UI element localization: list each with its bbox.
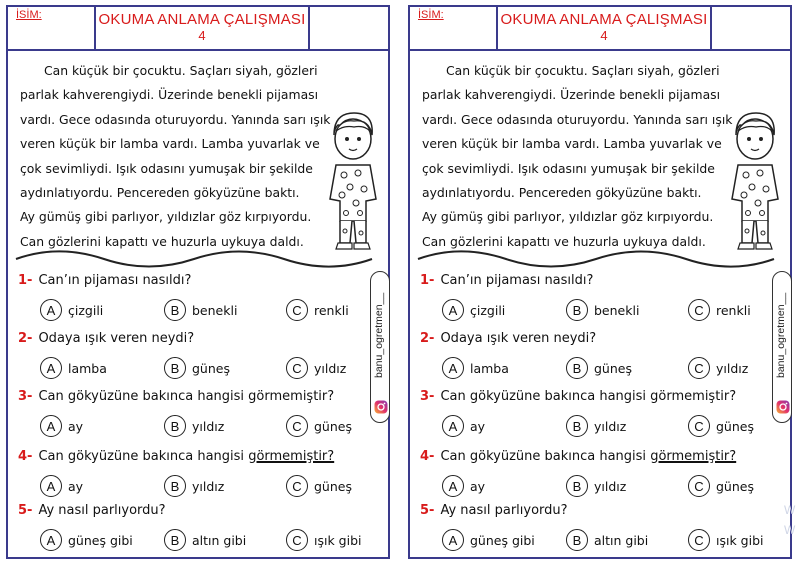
- question-1-options: [30, 299, 370, 323]
- option-c[interactable]: C güneş: [688, 415, 754, 437]
- option-c[interactable]: C güneş: [286, 475, 352, 497]
- instagram-icon: [776, 400, 790, 414]
- question-2: 2- Odaya ışık veren neydi?: [18, 331, 195, 346]
- option-b[interactable]: B yıldız: [164, 415, 224, 437]
- question-3-options: [432, 415, 772, 439]
- worksheet-right: [408, 5, 792, 559]
- question-2-options: [432, 357, 772, 381]
- option-c[interactable]: C renkli: [688, 299, 751, 321]
- passage-line: çok sevimliydi. Işık odasını yumuşak bir şekilde: [422, 160, 715, 176]
- option-b[interactable]: B yıldız: [566, 415, 626, 437]
- instagram-icon: [374, 400, 388, 414]
- instagram-handle: banu_ogretmen__: [373, 292, 385, 378]
- question-1: 1- Can’ın pijaması nasıldı?: [420, 273, 594, 288]
- question-3: 3- Can gökyüzüne bakınca hangisi görmemiştir?: [18, 389, 335, 404]
- option-b[interactable]: B yıldız: [566, 475, 626, 497]
- passage-line: vardı. Gece odasında oturuyordu. Yanında sarı ışık: [422, 111, 733, 127]
- option-a[interactable]: A güneş gibi: [442, 529, 535, 551]
- option-b[interactable]: B altın gibi: [566, 529, 648, 551]
- passage-line: vardı. Gece odasında oturuyordu. Yanında sarı ışık: [20, 111, 331, 127]
- boy-illustration: [320, 109, 384, 255]
- passage-line: veren küçük bir lamba vardı. Lamba yuvarlak ve: [422, 136, 722, 152]
- worksheet-header: [410, 7, 790, 51]
- option-b[interactable]: B benekli: [164, 299, 237, 321]
- option-b[interactable]: B güneş: [566, 357, 632, 379]
- passage-line: parlak kahverengiydi. Üzerinde benekli pijaması: [422, 87, 721, 103]
- question-4-options: [432, 475, 772, 499]
- question-5: 5- Ay nasıl parlıyordu?: [420, 503, 568, 518]
- option-c[interactable]: C ışık gibi: [286, 529, 362, 551]
- instagram-tag: [370, 271, 390, 423]
- title-box: [496, 5, 712, 49]
- question-5-options: [30, 529, 370, 553]
- worksheet-number: 4: [198, 28, 206, 43]
- worksheet-title: OKUMA ANLAMA ÇALIŞMASI: [500, 11, 708, 28]
- instagram-handle: banu_ogretmen__: [775, 292, 787, 378]
- question-3-options: [30, 415, 370, 439]
- question-2-options: [30, 357, 370, 381]
- passage-line: Can gözlerini kapattı ve huzurla uykuya daldı.: [422, 233, 706, 249]
- passage-line: Can gözlerini kapattı ve huzurla uykuya daldı.: [20, 233, 304, 249]
- option-c[interactable]: C güneş: [286, 415, 352, 437]
- passage-line: aydınlatıyordu. Pencereden gökyüzüne baktı.: [20, 185, 300, 201]
- passage-line: Ay gümüş gibi parlıyor, yıldızlar göz kırpıyordu.: [20, 209, 312, 225]
- option-a[interactable]: A güneş gibi: [40, 529, 133, 551]
- option-a[interactable]: A ay: [442, 415, 485, 437]
- option-b[interactable]: B güneş: [164, 357, 230, 379]
- name-label: İSİM:: [418, 9, 444, 21]
- reading-passage: [20, 59, 330, 254]
- question-3: 3- Can gökyüzüne bakınca hangisi görmemiştir?: [420, 389, 737, 404]
- option-a[interactable]: A ay: [442, 475, 485, 497]
- passage-line: Can küçük bir çocuktu. Saçları siyah, gözleri: [44, 63, 318, 78]
- passage-line: çok sevimliydi. Işık odasını yumuşak bir şekilde: [20, 160, 313, 176]
- boy-illustration: [722, 109, 786, 255]
- passage-line: aydınlatıyordu. Pencereden gökyüzüne baktı.: [422, 185, 702, 201]
- option-c[interactable]: C ışık gibi: [688, 529, 764, 551]
- question-4: 4- Can gökyüzüne bakınca hangisi görmemiştir?: [420, 449, 737, 464]
- worksheet-number: 4: [600, 28, 608, 43]
- passage-line: parlak kahverengiydi. Üzerinde benekli pijaması: [20, 87, 319, 103]
- faint-watermark: W W: [784, 503, 796, 537]
- question-1: 1- Can’ın pijaması nasıldı?: [18, 273, 192, 288]
- instagram-tag: [772, 271, 792, 423]
- worksheet-header: [8, 7, 388, 51]
- worksheet-title: OKUMA ANLAMA ÇALIŞMASI: [98, 11, 306, 28]
- question-4: 4- Can gökyüzüne bakınca hangisi görmemiştir?: [18, 449, 335, 464]
- question-4-options: [30, 475, 370, 499]
- option-a[interactable]: A ay: [40, 415, 83, 437]
- option-a[interactable]: A lamba: [40, 357, 107, 379]
- option-a[interactable]: A ay: [40, 475, 83, 497]
- option-c[interactable]: C yıldız: [286, 357, 346, 379]
- passage-line: veren küçük bir lamba vardı. Lamba yuvarlak ve: [20, 136, 320, 152]
- option-a[interactable]: A çizgili: [40, 299, 103, 321]
- divider-wave: [416, 245, 776, 269]
- question-1-options: [432, 299, 772, 323]
- passage-line: Can küçük bir çocuktu. Saçları siyah, gözleri: [446, 63, 720, 78]
- option-c[interactable]: C güneş: [688, 475, 754, 497]
- title-box: [94, 5, 310, 49]
- option-c[interactable]: C yıldız: [688, 357, 748, 379]
- option-b[interactable]: B benekli: [566, 299, 639, 321]
- option-b[interactable]: B altın gibi: [164, 529, 246, 551]
- name-label: İSİM:: [16, 9, 42, 21]
- passage-line: Ay gümüş gibi parlıyor, yıldızlar göz kırpıyordu.: [422, 209, 714, 225]
- option-b[interactable]: B yıldız: [164, 475, 224, 497]
- question-2: 2- Odaya ışık veren neydi?: [420, 331, 597, 346]
- option-c[interactable]: C renkli: [286, 299, 349, 321]
- question-5-options: [432, 529, 772, 553]
- reading-passage: [422, 59, 732, 254]
- worksheet-left: [6, 5, 390, 559]
- option-a[interactable]: A çizgili: [442, 299, 505, 321]
- option-a[interactable]: A lamba: [442, 357, 509, 379]
- question-5: 5- Ay nasıl parlıyordu?: [18, 503, 166, 518]
- divider-wave: [14, 245, 374, 269]
